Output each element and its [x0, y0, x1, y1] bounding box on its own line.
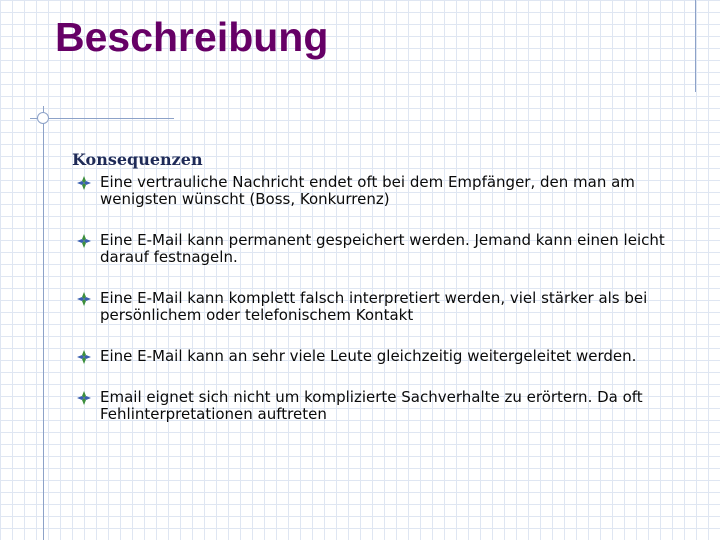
bullet-text: Eine E-Mail kann komplett falsch interpretiert werden, viel stärker als bei persönlichem oder telefonischem Kontakt	[100, 289, 648, 324]
slide-title: Beschreibung	[55, 14, 329, 60]
decorative-horizontal-line	[30, 118, 174, 119]
bullet-item	[72, 290, 692, 324]
bullet-text: Eine vertrauliche Nachricht endet oft bei dem Empfänger, den man am wenigsten wünscht (Boss, Konkurrenz)	[100, 173, 635, 208]
slide-content	[72, 150, 692, 447]
bullet-item	[72, 348, 692, 365]
bullet-text: Eine E-Mail kann permanent gespeichert werden. Jemand kann einen leicht darauf festnageln.	[100, 231, 665, 266]
diamond-bullet-icon	[77, 176, 91, 190]
section-subheading: Konsequenzen	[72, 150, 203, 169]
bullet-text: Eine E-Mail kann an sehr viele Leute gleichzeitig weitergeleitet werden.	[100, 347, 637, 365]
bullet-text: Email eignet sich nicht um komplizierte Sachverhalte zu erörtern. Da oft Fehlinterpretationen auftreten	[100, 388, 643, 423]
decorative-circle	[37, 112, 49, 124]
diamond-bullet-icon	[77, 292, 91, 306]
bullet-list	[72, 174, 692, 423]
diamond-bullet-icon	[77, 350, 91, 364]
diamond-bullet-icon	[77, 391, 91, 405]
decorative-vertical-line-right	[695, 0, 696, 92]
bullet-item	[72, 174, 692, 208]
diamond-bullet-icon	[77, 234, 91, 248]
bullet-item	[72, 389, 692, 423]
bullet-item	[72, 232, 692, 266]
decorative-vertical-line	[43, 106, 44, 540]
